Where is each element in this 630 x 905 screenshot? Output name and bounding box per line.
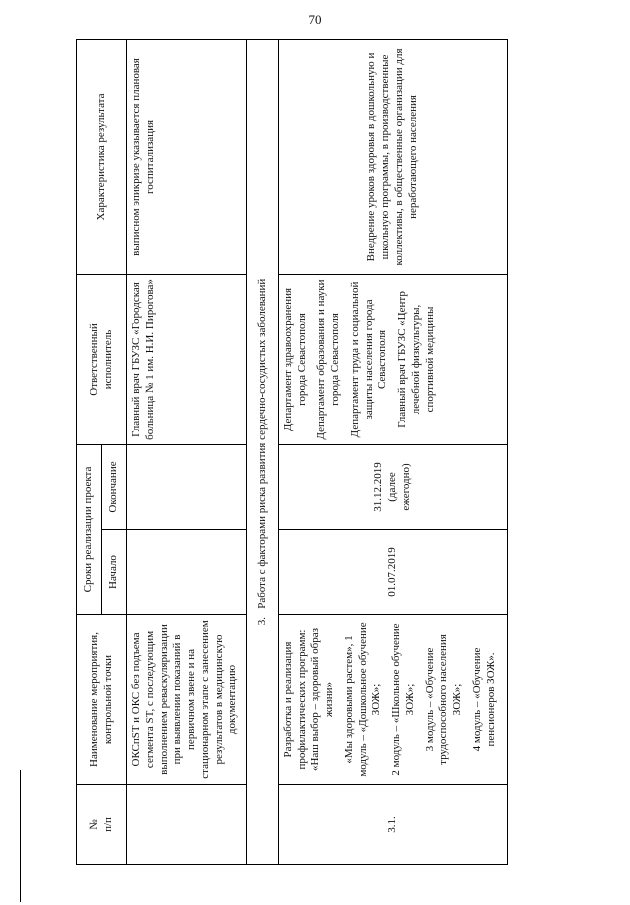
section-heading: 3. Работа с факторами риска развития сердечно-сосудистых заболеваний <box>246 39 278 864</box>
cell-responsible <box>278 274 507 444</box>
cell-activity-name: ОКСпST и ОКС без подъема сегмента ST, с последующим выполнением реваскуляризации при выявлении показаний в первичном звене и на стационарном этапе с занесением результатов в медицинскую документацию <box>127 615 247 785</box>
responsible-paragraph: Департамент здравоохранения города Севастополя <box>281 287 308 432</box>
header-start: Начало <box>102 530 127 615</box>
cell-num <box>127 785 247 865</box>
header-end: Окончание <box>102 444 127 529</box>
activity-paragraph: 2 модуль – «Школьное обучение ЗОЖ»; <box>390 623 416 776</box>
activity-paragraph: Разработка и реализация профилактических программ: «Наш выбор – здоровый образ жизни» <box>281 627 336 772</box>
responsible-paragraph: Главный врач ГБУЗС «Центр лечебной физкультуры, спортивной медицины <box>396 291 436 428</box>
header-result: Характеристика результата <box>77 39 127 274</box>
cell-start: 01.07.2019 <box>278 530 507 615</box>
cell-num: 3.1. <box>278 785 507 865</box>
cell-responsible: Главный врач ГБУЗС «Городская больница № 1 им. Н.И. Пирогова» <box>127 274 247 444</box>
page-number: 70 <box>308 12 322 27</box>
table-row <box>278 39 507 864</box>
activity-paragraph: 3 модуль – «Обучение трудоспособного населения ЗОЖ»; <box>423 634 464 765</box>
project-activities-table <box>76 39 508 865</box>
activity-paragraph: 4 модуль – «Обучение пенсионеров ЗОЖ». <box>470 647 497 752</box>
cell-start <box>127 530 247 615</box>
header-num: № п/п <box>77 785 127 865</box>
cell-end: 31.12.2019 (далее ежегодно) <box>278 444 507 529</box>
cell-end <box>127 444 247 529</box>
rotated-table-container <box>76 40 508 865</box>
table-row <box>127 39 247 864</box>
responsible-paragraph: Департамент образования и науки города Севастополя <box>315 279 342 440</box>
responsible-paragraph: Департамент труда и социальной защиты населения города Севастополя <box>348 281 389 438</box>
cell-result: выписном эпикризе указывается плановая госпитализация <box>127 39 247 274</box>
cell-result: Внедрение уроков здоровья в дошкольную и школьную программы, в производственные коллективы, в общественные организации для неработающего населения <box>278 39 507 274</box>
activity-paragraph: «Мы здоровыми растем», 1 модуль – «Дошкольное обучение ЗОЖ»; <box>342 622 383 777</box>
cell-activity-name <box>278 615 507 785</box>
binding-line <box>20 770 21 902</box>
header-terms: Сроки реализации проекта <box>77 444 102 614</box>
section-row <box>246 39 278 864</box>
header-responsible: Ответственный исполнитель <box>77 274 127 444</box>
header-activity-name: Наименование мероприятия, контрольной точки <box>77 615 127 785</box>
